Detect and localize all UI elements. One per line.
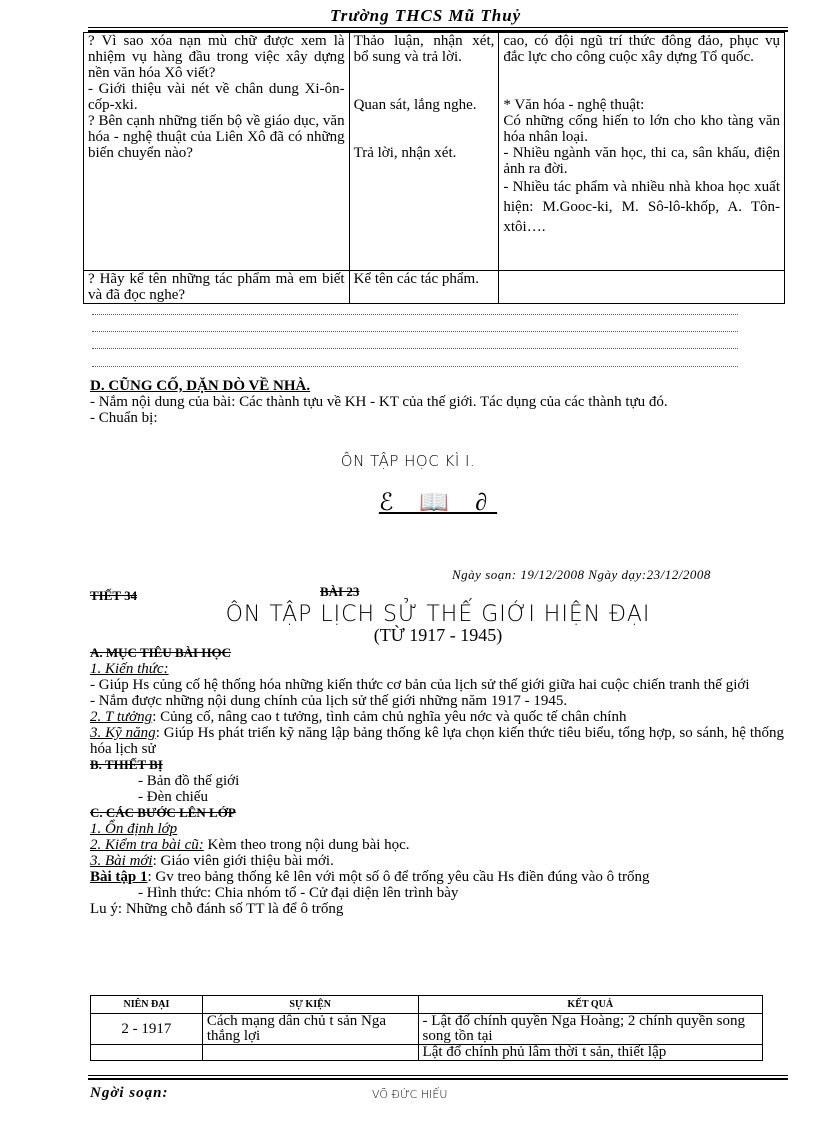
knowledge-label: 1. Kiến thức:: [90, 661, 169, 677]
exercise-text: : Gv treo bảng thống kê lên với một số ô để trống yêu cầu Hs điền đúng vào ô trống: [147, 869, 650, 885]
content-cell: [499, 271, 785, 304]
section-d-title: D. CŨNG CỐ, DẶN DÒ VỀ NHÀ.: [90, 378, 311, 394]
cell-result: Lật đổ chính phủ lâm thời t sản, thiết lập: [418, 1045, 762, 1061]
section-d-line1: - Nắm nội dung của bài: Các thành tựu về KH - KT của thế giới. Tác dụng của các thành tựu đó.: [90, 394, 668, 410]
result-table: [90, 995, 763, 1061]
table-row: [91, 1045, 763, 1061]
prepare-topic: ÔN TẬP HỌC KÌ I.: [340, 452, 476, 470]
dotted-line: [92, 331, 738, 332]
knowledge-item: - Nắm được những nội dung chính của lịch sử thế giới những năm 1917 - 1945.: [90, 693, 568, 709]
ideology-label: 2. T tưởng: [90, 709, 153, 725]
lesson-period: TIẾT 34: [90, 588, 138, 603]
teacher-activity-cell: [84, 33, 350, 271]
header-result: KẾT QUẢ: [418, 996, 762, 1014]
activity-table: [83, 32, 785, 304]
content-contribution: Có những cống hiến to lớn cho kho tàng văn hóa nhân loại.: [503, 113, 780, 145]
footer-rule: [88, 1075, 788, 1076]
footer-rule-thick: [88, 1078, 788, 1080]
content-fields: - Nhiều ngành văn học, thi ca, sân khấu, điện ảnh ra đời.: [503, 145, 780, 177]
intro-portrait: - Giới thiệu vài nét về chân dung Xi-ôn-cốp-xki.: [88, 81, 345, 113]
student-list-works: Kể tên các tác phẩm.: [353, 271, 479, 287]
content-authors: - Nhiều tác phẩm và nhiều nhà khoa học xuất hiện: M.Gooc-ki, M. Sô-lô-khốp, A. Tôn-xtôi….: [503, 179, 780, 235]
content-culture-heading: * Văn hóa - nghệ thuật:: [503, 97, 645, 113]
teacher-activity-cell: [84, 271, 350, 304]
table-row: [84, 33, 785, 271]
student-observe: Quan sát, lắng nghe.: [353, 97, 477, 113]
table-row: [84, 271, 785, 304]
note-text: Lu ý: Những chỗ đánh số TT là để ô trống: [90, 901, 344, 917]
section-a: [90, 645, 784, 917]
step-3-label: 3. Bài mới: [90, 853, 153, 869]
lesson-number: BÀI 23: [320, 584, 360, 599]
student-answer: Trả lời, nhận xét.: [353, 145, 457, 161]
knowledge-item: - Giúp Hs củng cố hệ thống hóa những kiến thức cơ bản của lịch sử thế giới giữa hai cuộc chiến tranh thế giới: [90, 677, 750, 693]
lesson-dates: Ngày soạn: 19/12/2008 Ngày dạy:23/12/2008: [452, 567, 711, 582]
student-discuss: Thảo luận, nhận xét, bổ sung và trả lời.: [353, 33, 495, 65]
dotted-line: [92, 348, 738, 349]
cell-event: [202, 1045, 418, 1061]
step-2-text: Kèm theo trong nội dung bài học.: [203, 837, 410, 853]
section-d: [90, 378, 786, 426]
section-c-title: C. CÁC BƯỚC LÊN LỚP: [90, 805, 236, 820]
header-event: SỰ KIỆN: [202, 996, 418, 1014]
footer-author-label: Ngời soạn:: [90, 1085, 169, 1101]
header-year: NIÊN ĐẠI: [91, 996, 203, 1014]
content-cell: [499, 33, 785, 271]
cell-result: - Lật đổ chính quyền Nga Hoàng; 2 chính quyền song song tồn tại: [418, 1014, 762, 1045]
student-activity-cell: [349, 33, 499, 271]
form-text: - Hình thức: Chia nhóm tổ - Cử đại diện lên trình bày: [138, 885, 459, 901]
content-education: cao, có đội ngũ trí thức đông đảo, phục vụ đắc lực cho công cuộc xây dựng Tổ quốc.: [503, 33, 780, 65]
question-literacy: ? Vì sao xóa nạn mù chữ được xem là nhiệm vụ hàng đầu trong việc xây dựng nền văn hóa Xô viết?: [88, 33, 345, 81]
cell-year: 2 - 1917: [91, 1014, 203, 1045]
section-d-line2: - Chuẩn bị:: [90, 410, 158, 426]
table-header-row: [91, 996, 763, 1014]
exercise-label: Bài tập 1: [90, 869, 148, 885]
cell-year: [91, 1045, 203, 1061]
ideology-text: : Củng cố, nâng cao t tưởng, tình cảm chủ nghĩa yêu nớc và quốc tế chân chính: [152, 709, 627, 725]
skills-text: : Giúp Hs phát triển kỹ năng lập bảng thống kê lựa chọn kiến thức tiêu biểu, tổng hợp, so sánh, hệ thống hóa lịch sử: [90, 725, 784, 757]
ornament: ℰ 📖 ∂: [378, 490, 498, 516]
dotted-line: [92, 314, 738, 315]
step-2-label: 2. Kiểm tra bài cũ:: [90, 837, 204, 853]
step-3-text: : Giáo viên giới thiệu bài mới.: [152, 853, 334, 869]
cell-event: Cách mạng dân chủ t sản Nga thắng lợi: [202, 1014, 418, 1045]
equipment-item: - Đèn chiếu: [138, 789, 208, 805]
table-row: [91, 1014, 763, 1045]
school-header: Trường THCS Mũ Thuỷ: [330, 6, 522, 25]
section-b-title: B. THIẾT BỊ: [90, 757, 163, 772]
question-culture: ? Bên cạnh những tiến bộ về giáo dục, văn hóa - nghệ thuật của Liên Xô đã có những biến chuyển nào?: [88, 113, 345, 161]
equipment-item: - Bản đồ thế giới: [138, 773, 240, 789]
skills-label: 3. Kỹ năng: [90, 725, 156, 741]
question-works: ? Hãy kể tên những tác phẩm mà em biết và đã đọc nghe?: [88, 271, 345, 303]
header-rule: [88, 27, 788, 28]
step-1: 1. Ổn định lớp: [90, 821, 178, 837]
section-a-title: A. MỤC TIÊU BÀI HỌC: [90, 645, 231, 660]
lesson-subtitle: (TỪ 1917 - 1945): [373, 625, 503, 645]
footer-author-name: VÕ ĐỨC HIẾU: [372, 1088, 448, 1101]
lesson-title: ÔN TẬP LỊCH SỬ THẾ GIỚI HIỆN ĐẠI: [225, 602, 651, 627]
student-activity-cell: [349, 271, 499, 304]
dotted-line: [92, 366, 738, 367]
